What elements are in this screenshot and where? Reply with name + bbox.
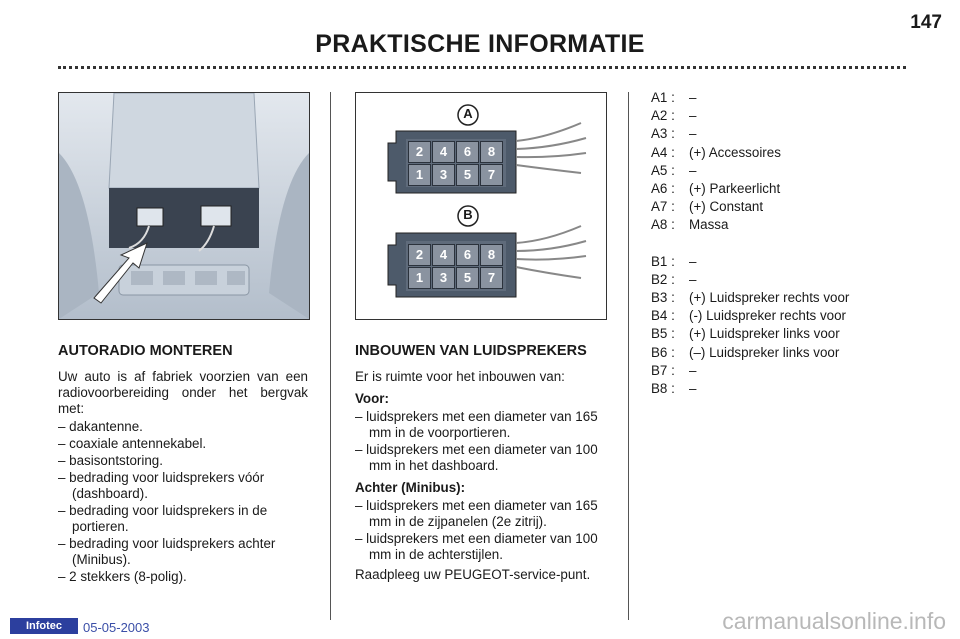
- pin-id: B6 :: [651, 344, 675, 360]
- connector-pin: 6: [456, 244, 479, 266]
- column-1: [58, 344, 308, 586]
- pin-row: [651, 307, 849, 325]
- pin-description: –: [689, 362, 697, 378]
- pin-description: (+) Parkeerlicht: [689, 181, 781, 197]
- pin-description: (+) Constant: [689, 199, 764, 215]
- list-item: – luidsprekers met een diameter van 100 mm in de achterstijlen.: [355, 531, 598, 562]
- list-item: – basisontstoring.: [58, 453, 163, 468]
- connector-pin: 5: [456, 267, 479, 289]
- list-item: – 2 stekkers (8-polig).: [58, 569, 187, 584]
- pin-description: Massa: [689, 217, 729, 233]
- pin-id: A7 :: [651, 199, 675, 215]
- connector-pin: 8: [480, 244, 503, 266]
- list-item: – bedrading voor luidsprekers achter (Minibus).: [58, 536, 276, 567]
- list-item: – bedrading voor luidsprekers in de portieren.: [58, 503, 268, 534]
- pin-row: [651, 216, 849, 234]
- connector-pin: 7: [480, 164, 503, 186]
- connector-pin: 4: [432, 244, 455, 266]
- pin-description: –: [689, 381, 697, 397]
- connector-pin: 2: [408, 141, 431, 163]
- pin-id: A6 :: [651, 181, 675, 197]
- list-item: – coaxiale antennekabel.: [58, 436, 207, 451]
- pin-row: [651, 144, 849, 162]
- pin-description: –: [689, 271, 697, 287]
- pin-assignment-list: [651, 89, 849, 398]
- pin-id: A3 :: [651, 126, 675, 142]
- list-item: – bedrading voor luidsprekers vóór (dashboard).: [58, 470, 265, 501]
- front-label: Voor:: [355, 391, 389, 406]
- pin-row: [651, 325, 849, 343]
- pin-description: (-) Luidspreker rechts voor: [689, 308, 847, 324]
- col2-intro: Er is ruimte voor het inbouwen van:: [355, 369, 565, 384]
- list-item: – luidsprekers met een diameter van 100 mm in het dashboard.: [355, 442, 598, 473]
- pin-id: A5 :: [651, 162, 675, 178]
- connector-pin: 6: [456, 141, 479, 163]
- connector-illustration: [355, 92, 607, 320]
- pin-id: B5 :: [651, 326, 675, 342]
- pin-id: B2 :: [651, 271, 675, 287]
- pin-description: –: [689, 90, 697, 105]
- pin-description: –: [689, 162, 697, 178]
- footer-date: 05-05-2003: [83, 620, 150, 635]
- pin-row: [651, 344, 849, 362]
- pin-description: (+) Accessoires: [689, 144, 781, 160]
- pin-description: (+) Luidspreker links voor: [689, 326, 840, 342]
- infotec-logo: Infotec: [10, 618, 78, 634]
- connector-pin: 3: [432, 164, 455, 186]
- pin-row: [651, 198, 849, 216]
- column-divider-2: [628, 92, 629, 620]
- pin-description: (+) Luidspreker rechts voor: [689, 290, 850, 306]
- pin-description: –: [689, 126, 697, 142]
- pin-id: B3 :: [651, 290, 675, 306]
- connector-pin: 4: [432, 141, 455, 163]
- pin-id: B4 :: [651, 308, 675, 324]
- pin-row: [651, 107, 849, 125]
- connector-pin: 2: [408, 244, 431, 266]
- connector-pin: 3: [432, 267, 455, 289]
- pin-id: B7 :: [651, 362, 675, 378]
- pin-id: A8 :: [651, 217, 675, 233]
- pin-row: [651, 253, 849, 271]
- page-number: 147: [910, 12, 942, 33]
- connector-b-label: B: [463, 207, 473, 222]
- dashboard-drawing: [59, 93, 309, 319]
- watermark: carmanualsonline.info: [722, 608, 946, 634]
- list-item: – luidsprekers met een diameter van 165 mm in de zijpanelen (2e zitrij).: [355, 498, 598, 529]
- column-divider-1: [330, 92, 331, 620]
- pin-row: [651, 162, 849, 180]
- pin-id: B1 :: [651, 253, 675, 269]
- pin-description: –: [689, 253, 697, 269]
- pin-description: (–) Luidspreker links voor: [689, 344, 840, 360]
- pin-row: [651, 271, 849, 289]
- connector-a-label: A: [463, 106, 473, 121]
- connector-pin: 8: [480, 141, 503, 163]
- connector-pin: 1: [408, 267, 431, 289]
- pin-row: [651, 180, 849, 198]
- list-item: – luidsprekers met een diameter van 165 mm in de voorportieren.: [355, 409, 598, 440]
- pin-row: [651, 362, 849, 380]
- section-heading-luidsprekers: INBOUWEN VAN LUIDSPREKERS: [355, 343, 587, 359]
- pin-description: –: [689, 108, 697, 124]
- pin-row: [651, 89, 849, 107]
- pin-id: A1 :: [651, 90, 675, 105]
- pin-id: A2 :: [651, 108, 675, 124]
- column-2: [355, 344, 605, 585]
- pin-row: [651, 125, 849, 143]
- pin-row: [651, 289, 849, 307]
- pin-row: [651, 380, 849, 398]
- connector-pin: 1: [408, 164, 431, 186]
- title-divider: [58, 66, 906, 69]
- col2-outro: Raadpleeg uw PEUGEOT-service-punt.: [355, 567, 591, 582]
- pin-id: B8 :: [651, 381, 675, 397]
- section-heading-autoradio: AUTORADIO MONTEREN: [58, 343, 233, 359]
- dashboard-illustration: [58, 92, 310, 320]
- col1-intro: Uw auto is af fabriek voorzien van een radiovoorbereiding onder het bergvak met:: [58, 369, 308, 416]
- rear-label: Achter (Minibus):: [355, 480, 466, 495]
- page-title: PRAKTISCHE INFORMATIE: [315, 30, 645, 58]
- connector-pin: 5: [456, 164, 479, 186]
- connector-pin: 7: [480, 267, 503, 289]
- pin-id: A4 :: [651, 144, 675, 160]
- list-item: – dakantenne.: [58, 419, 143, 434]
- radio-cavity: [109, 188, 259, 248]
